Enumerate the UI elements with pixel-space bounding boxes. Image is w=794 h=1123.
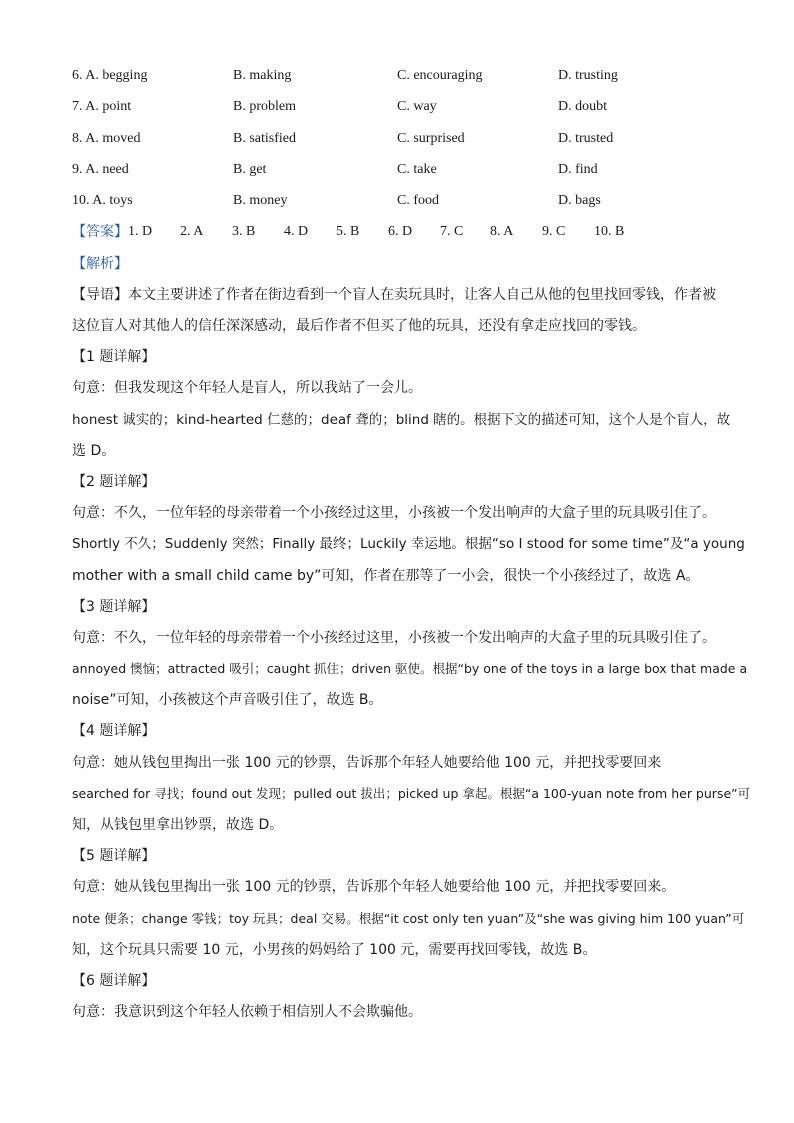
option-c: C. way xyxy=(397,99,437,114)
option-c: C. surprised xyxy=(397,131,465,146)
option-b: B. problem xyxy=(233,99,296,114)
section-line: 知，从钱包里拿出钞票，故选 D。 xyxy=(72,817,284,833)
section-line: Shortly 不久；Suddenly 突然；Finally 最终；Luckily 幸运地。根据“so I stood for some time”及“a young xyxy=(72,536,745,552)
option-d: D. find xyxy=(558,162,598,177)
answer-item: 9. C xyxy=(542,224,566,239)
section-line: searched for 寻找；found out 发现；pulled out 拔出；picked up 拿起。根据“a 100-yuan note from her purse”可 xyxy=(72,786,751,801)
section-line: 句意：她从钱包里掏出一张 100 元的钞票，告诉那个年轻人她要给他 100 元，并把找零要回来 xyxy=(72,755,662,771)
section-line: 句意：不久，一位年轻的母亲带着一个小孩经过这里，小孩被一个发出响声的大盒子里的玩具吸引住了。 xyxy=(72,505,716,521)
option-a: 7. A. point xyxy=(72,99,132,114)
section-title: 【6 题详解】 xyxy=(72,973,156,989)
section-line: mother with a small child came by”可知，作者在那等了一小会，很快一个小孩经过了，故选 A。 xyxy=(72,568,700,584)
answer-item: 8. A xyxy=(490,224,514,239)
section-title: 【4 题详解】 xyxy=(72,723,156,739)
intro-line xyxy=(72,285,734,305)
section-line: 句意：我意识到这个年轻人依赖于相信别人不会欺骗他。 xyxy=(72,1004,422,1020)
option-c: C. encouraging xyxy=(397,68,483,83)
answer-item: 5. B xyxy=(336,224,360,239)
option-a: 10. A. toys xyxy=(72,193,133,208)
section-line: noise”可知，小孩被这个声音吸引住了，故选 B。 xyxy=(72,692,383,708)
section-line: note 便条；change 零钱；toy 玩具；deal 交易。根据“it cost only ten yuan”及“she was giving him 100 yuan”可 xyxy=(72,911,745,926)
answer-item: 1. D xyxy=(128,224,153,239)
option-c: C. food xyxy=(397,193,439,208)
answer-label: 【答案】 xyxy=(72,224,128,240)
option-b: B. money xyxy=(233,193,288,208)
option-b: B. satisfied xyxy=(233,131,296,146)
section-line: annoyed 懊恼；attracted 吸引；caught 抓住；driven 驱使。根据“by one of the toys in a large box that made a xyxy=(72,661,748,676)
answer-item: 3. B xyxy=(232,224,256,239)
intro-line: 这位盲人对其他人的信任深深感动，最后作者不但买了他的玩具，还没有拿走应找回的零钱。 xyxy=(72,318,646,334)
section-line: 句意：她从钱包里掏出一张 100 元的钞票，告诉那个年轻人她要给他 100 元，并把找零要回来。 xyxy=(72,879,676,895)
section-title: 【3 题详解】 xyxy=(72,599,156,615)
option-d: D. doubt xyxy=(558,99,607,114)
option-b: B. get xyxy=(233,162,267,177)
section-line: 句意：但我发现这个年轻人是盲人，所以我站了一会儿。 xyxy=(72,380,422,396)
intro-label: 【导语】 xyxy=(72,287,128,303)
section-title: 【5 题详解】 xyxy=(72,848,156,864)
section-line: honest 诚实的；kind-hearted 仁慈的；deaf 聋的；blind 瞎的。根据下文的描述可知，这个人是个盲人，故 xyxy=(72,412,731,428)
section-title: 【1 题详解】 xyxy=(72,349,156,365)
option-a: 6. A. begging xyxy=(72,68,148,83)
answer-item: 2. A xyxy=(180,224,204,239)
answer-item: 10. B xyxy=(594,224,625,239)
section-line: 句意：不久，一位年轻的母亲带着一个小孩经过这里，小孩被一个发出响声的大盒子里的玩具吸引住了。 xyxy=(72,630,716,646)
answer-row xyxy=(72,222,732,242)
section-title: 【2 题详解】 xyxy=(72,474,156,490)
section-line: 知，这个玩具只需要 10 元，小男孩的妈妈给了 100 元，需要再找回零钱，故选 B。 xyxy=(72,942,597,958)
option-d: D. trusting xyxy=(558,68,618,83)
section-line: 选 D。 xyxy=(72,443,116,459)
option-b: B. making xyxy=(233,68,292,83)
option-d: D. trusted xyxy=(558,131,614,146)
option-a: 8. A. moved xyxy=(72,131,141,146)
option-d: D. bags xyxy=(558,193,601,208)
analysis-label: 【解析】 xyxy=(72,256,128,272)
option-a: 9. A. need xyxy=(72,162,129,177)
answer-item: 6. D xyxy=(388,224,413,239)
option-c: C. take xyxy=(397,162,437,177)
answer-item: 4. D xyxy=(284,224,309,239)
answer-item: 7. C xyxy=(440,224,464,239)
intro-text: 本文主要讲述了作者在街边看到一个盲人在卖玩具时，让客人自己从他的包里找回零钱，作者被 xyxy=(128,287,716,303)
